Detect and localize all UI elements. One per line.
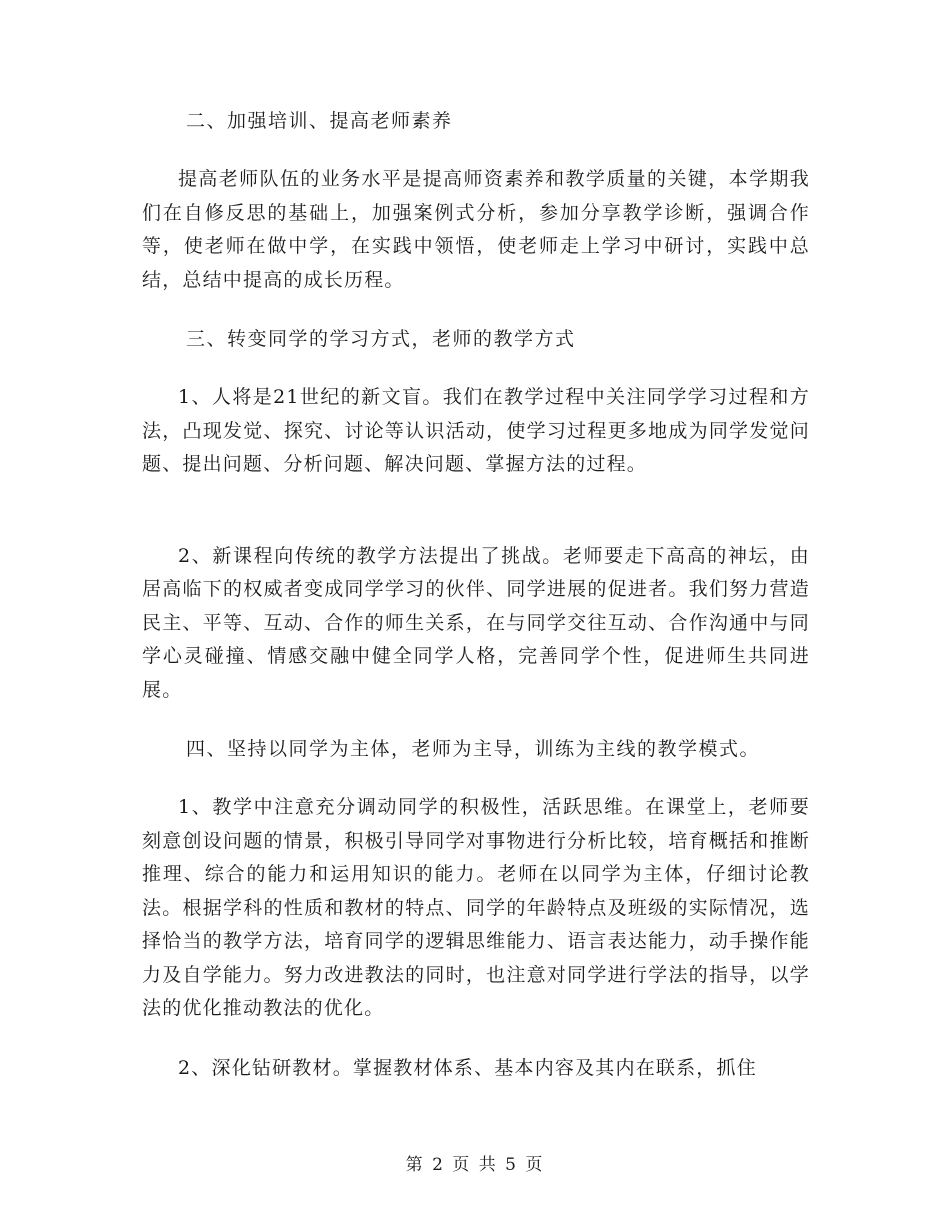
section-heading-2: 二、加强培训、提高老师素养 xyxy=(186,110,453,132)
paragraph-new-curriculum: 2、新课程向传统的教学方法提出了挑战。老师要走下高高的神坛，由居高临下的权威者变成同学学习的伙伴、同学进展的促进者。我们努力营造民主、平等、互动、合作的师生关系，在与同学交往互动、合作沟通中与同学心灵碰撞、情感交融中健全同学人格，完善同学个性，促进师生共同进展。 xyxy=(142,544,810,701)
document-body xyxy=(142,105,810,1111)
paragraph-learning-process: 1、人将是21世纪的新文盲。我们在教学过程中关注同学学习过程和方法，凸现发觉、探究、讨论等认识活动，使学习过程更多地成为同学发觉问题、提出问题、分析问题、解决问题、掌握方法的过程。 xyxy=(142,386,810,475)
section-heading-3: 三、转变同学的学习方式，老师的教学方式 xyxy=(186,328,576,350)
page-number-footer: 第 2 页 共 5 页 xyxy=(405,1155,545,1175)
section-heading-4: 四、坚持以同学为主体，老师为主导，训练为主线的教学模式。 xyxy=(186,738,761,760)
paragraph-study-materials: 2、深化钻研教材。掌握教材体系、基本内容及其内在联系，抓住 xyxy=(178,1056,757,1079)
paragraph-teaching-methods: 1、教学中注意充分调动同学的积极性，活跃思维。在课堂上，老师要刻意创设问题的情景，积极引导同学对事物进行分析比较，培育概括和推断推理、综合的能力和运用知识的能力。老师在以同学为主体，仔细讨论教法。根据学科的性质和教材的特点、同学的年龄特点及班级的实际情况，选择恰当的教学方法，培育同学的逻辑思维能力、语言表达能力，动手操作能力及自学能力。努力改进教法的同时，也注意对同学进行学法的指导，以学法的优化推动教法的优化。 xyxy=(142,796,810,1019)
paragraph-teacher-training: 提高老师队伍的业务水平是提高师资素养和教学质量的关键，本学期我们在自修反思的基础上，加强案例式分析，参加分享教学诊断，强调合作等，使老师在做中学，在实践中领悟，使老师走上学习中研讨，实践中总结，总结中提高的成长历程。 xyxy=(142,168,810,291)
